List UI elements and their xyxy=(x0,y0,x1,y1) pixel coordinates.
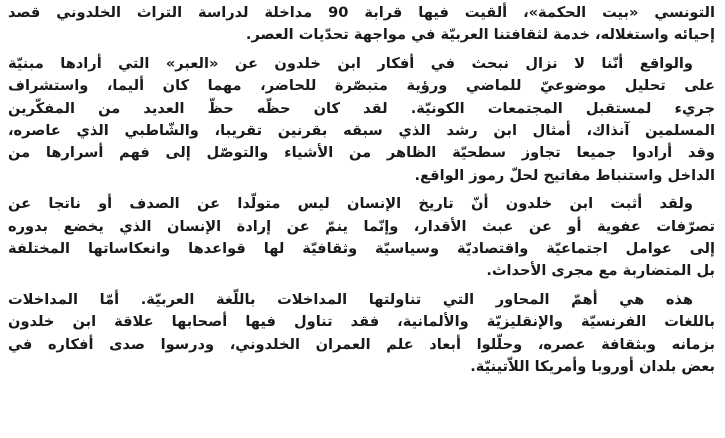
text-line: بعض بلدان أوروبا وأمريكا اللاّتينيّة. xyxy=(470,358,715,376)
text-line: بل المتضاربة مع مجرى الأحداث. xyxy=(486,262,715,280)
paragraph-4 xyxy=(8,289,715,379)
paragraph-1 xyxy=(8,2,715,47)
text-line: تصرّفات عفوية أو عن عبث الأقدار، وإنّما ينمّ عن إرادة الإنسان الذي يخضع بدوره xyxy=(8,217,715,235)
text-line: جريء لمستقبل المجتمعات الكونيّة. لقد كان حظّه حظّ العديد من المفكّرين xyxy=(8,99,715,117)
text-line: وقد أرادوا جميعا تجاوز سطحيّة الظاهر من الأشياء والتوصّل إلى فهم أسرارها من xyxy=(8,144,715,162)
paragraph-3 xyxy=(8,193,715,283)
text-line: إلى عوامل اجتماعيّة واقتصاديّة وسياسيّة وثقافيّة لها قواعدها وانعكاساتها المختلفة xyxy=(8,240,715,258)
text-line: باللغات الفرنسيّة والإنقليزيّة والألمانية، فقد تناول فيها أصحابها علاقة ابن خلدون xyxy=(8,313,715,331)
text-line: المسلمين آنذاك، أمثال ابن رشد الذي سبقه بقرنين تقريبا، والشّاطبي الذي عاصره، xyxy=(8,122,715,140)
text-line: التونسي «بيت الحكمة»، ألقيت فيها قرابة 90 مداخلة لدراسة التراث الخلدوني قصد xyxy=(8,4,716,21)
text-line: هذه هي أهمّ المحاور التي تناولتها المداخلات باللّغة العربيّة. أمّا المداخلات xyxy=(8,290,693,308)
text-line: ولقد أثبت ابن خلدون أنّ تاريخ الإنسان ليس متولّدا عن الصدف أو ناتجا عن xyxy=(8,195,693,213)
text-line: بزمانه وبثقافة عصره، وحلّلوا أبعاد علم العمران الخلدوني، ودرسوا صدى أفكاره في xyxy=(8,335,715,353)
text-line: الداخل واستنباط مفاتيح لحلّ رموز الواقع. xyxy=(414,166,715,184)
text-line: والواقع أنّنا لا نزال نبحث في أفكار ابن خلدون عن «العبر» التي أرادها مبنيّة xyxy=(8,54,693,72)
text-line: على تحليل موضوعيّ للماضي ورؤية متبصّرة للحاضر، مهما كان أليما، واستشراف xyxy=(8,77,715,95)
text-line: إحيائه واستغلاله، خدمة لثقافتنا العربيّة في مواجهة تحدّيات العصر. xyxy=(245,26,715,44)
paragraph-2 xyxy=(8,53,715,187)
